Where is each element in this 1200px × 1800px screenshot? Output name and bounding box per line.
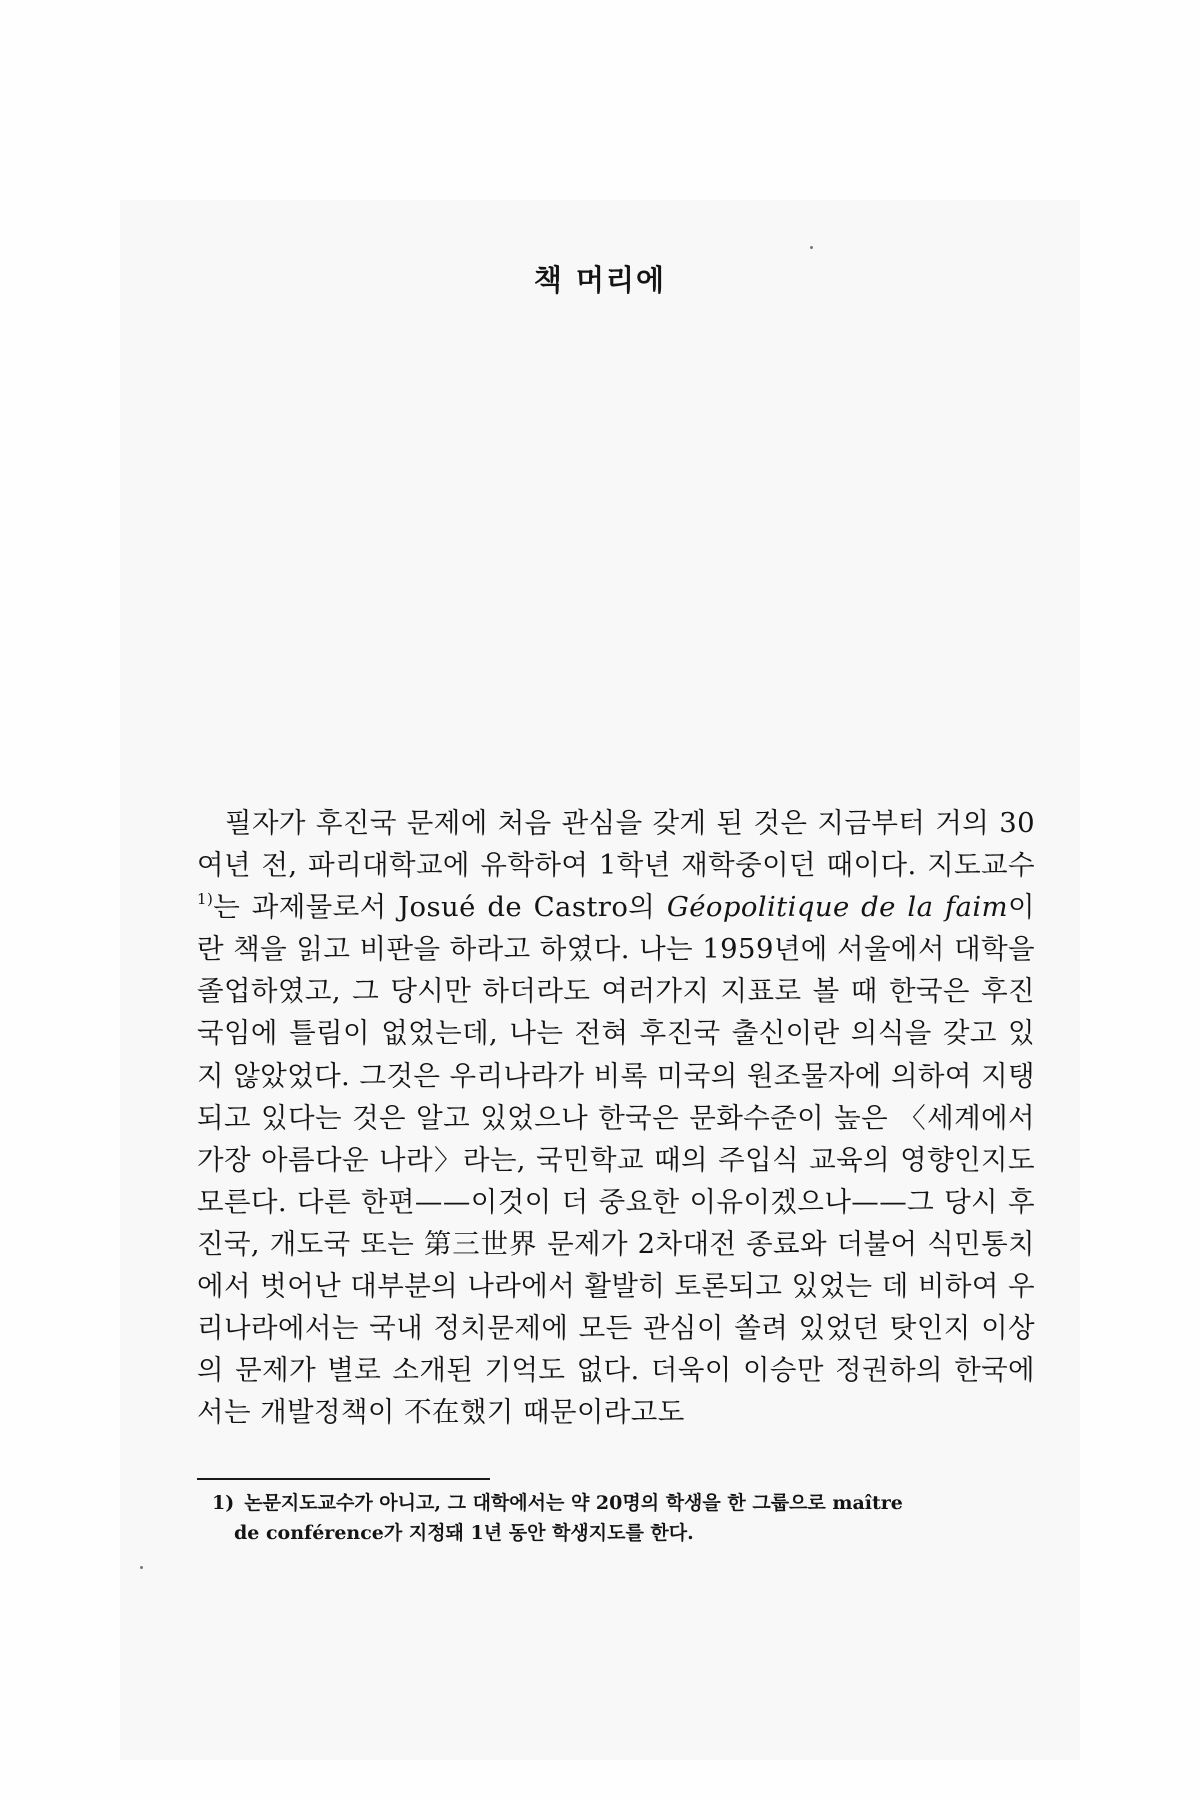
footnote-divider <box>197 1478 490 1480</box>
footnote-line-2: de conférence가 지정돼 1년 동안 학생지도를 한다. <box>234 1522 694 1544</box>
chapter-title: 책 머리에 <box>533 263 667 297</box>
scan-speck <box>810 246 813 249</box>
body-paragraph <box>197 802 1035 1433</box>
scan-speck <box>140 1566 143 1569</box>
body-text-part-2: 는 과제물로서 Josué de Castro의 <box>213 891 667 924</box>
body-text-part-3: 이란 책을 읽고 비판을 하라고 하였다. 나는 1959년에 서울에서 대학을 졸업하였고, 그 당시만 하더라도 여러가지 지표로 볼 때 한국은 후진국임에 틀림이 없었는데, 나는 전혀 후진국 출신이란 의식을 갖고 있지 않았었다. 그것은 우리나라가 비록 미국의 원조물자에 의하여 지탱되고 있다는 것은 알고 있었으나 한국은 문화수준이 높은 〈세계에서 가장 아름다운 나라〉라는, 국민학교 때의 주입식 교육의 영향인지도 모른다. 다른 한편——이것이 더 중요한 이유이겠으나——그 당시 후진국, 개도국 또는 第三世界 문제가 2차대전 종료와 더불어 식민통치에서 벗어난 대부분의 나라에서 활발히 토론되고 있었는 데 비하여 우리나라에서는 국내 정치문제에 모든 관심이 쏠려 있었던 탓인지 이상의 문제가 별로 소개된 기억도 없다. 더욱이 이승만 정권하의 한국에서는 개발정책이 不在했기 때문이라고도 <box>197 891 1035 1429</box>
body-text-part-1: 필자가 후진국 문제에 처음 관심을 갖게 된 것은 지금부터 거의 30여년 전, 파리대학교에 유학하여 1학년 재학중이던 때이다. 지도교수 <box>197 807 1035 882</box>
footnote-line-1: 논문지도교수가 아니고, 그 대학에서는 약 20명의 학생을 한 그룹으로 maître <box>244 1492 903 1514</box>
footnote-reference: 1) <box>197 890 214 909</box>
footnote <box>212 1488 1035 1548</box>
book-title-italic: Géopolitique de la faim <box>666 891 1009 924</box>
footnote-marker: 1) <box>212 1492 235 1514</box>
